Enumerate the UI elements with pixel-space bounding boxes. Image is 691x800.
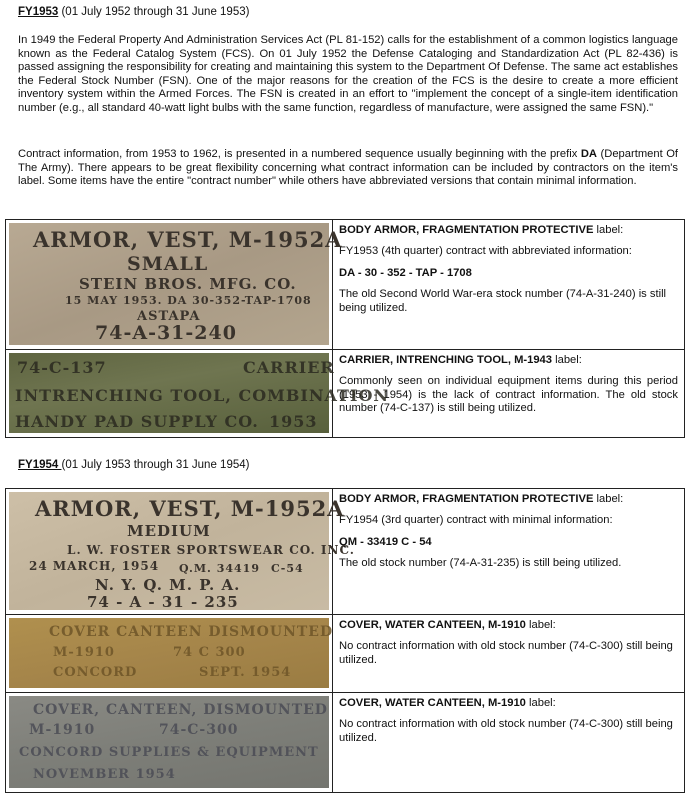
item-title-suffix: label: xyxy=(525,697,556,709)
item-title-line xyxy=(339,697,678,710)
fy1953-paragraph-2 xyxy=(18,148,678,189)
item-note: Commonly seen on individual equipment items during this period (1953 - 1954) is the lack of contract information. The old stock number (74-C-137) is still being utilized. xyxy=(339,375,678,415)
canteen-cover-label-image-1 xyxy=(9,618,334,688)
item-note: FY1954 (3rd quarter) contract with minimal information: xyxy=(339,514,613,527)
label-img-line: 74 - A - 31 - 235 xyxy=(87,593,239,611)
label-img-line: ASTAPA xyxy=(137,309,201,324)
item-title: CARRIER, INTRENCHING TOOL, M-1943 xyxy=(339,354,552,366)
label-img-line: COVER, CANTEEN, DISMOUNTED xyxy=(33,702,328,718)
item-title-line xyxy=(339,224,678,237)
item-title-line xyxy=(339,493,678,506)
label-table-fy1953 xyxy=(5,219,685,438)
label-img-line: CARRIER xyxy=(243,358,335,377)
item-title-suffix: label: xyxy=(593,224,624,236)
contract-number: DA - 30 - 352 - TAP - 1708 xyxy=(339,266,472,279)
section-heading-fy1953 xyxy=(18,6,249,18)
item-note-2: The old stock number (74-A-31-235) is still being utilized. xyxy=(339,557,622,570)
label-image-cell xyxy=(6,220,343,350)
label-img-line: M-1910 xyxy=(53,645,115,660)
label-img-line: CONCORD xyxy=(53,665,138,680)
label-img-line: 74 C 300 xyxy=(173,645,246,660)
label-img-line: INTRENCHING TOOL, COMBINATION xyxy=(15,386,390,405)
label-img-line: 74-C-137 xyxy=(17,358,107,377)
table-row xyxy=(6,693,685,793)
label-table-fy1954 xyxy=(5,488,685,793)
item-title: COVER, WATER CANTEEN, M-1910 xyxy=(339,619,526,631)
intrenching-tool-carrier-label-image xyxy=(9,353,390,433)
item-title: BODY ARMOR, FRAGMENTATION PROTECTIVE xyxy=(339,224,594,236)
label-img-line: 15 MAY 1953. DA 30-352-TAP-1708 xyxy=(65,294,312,307)
section-heading-fy1954 xyxy=(18,459,249,471)
item-title-suffix: label: xyxy=(525,619,556,631)
label-img-line: 24 MARCH, 1954 xyxy=(29,559,160,573)
label-img-line: 74-C-300 xyxy=(159,722,239,738)
fy1954-year: FY1954 xyxy=(18,459,62,471)
fy1953-year: FY1953 xyxy=(18,6,59,18)
label-img-line: ARMOR, VEST, M-1952A xyxy=(35,496,345,521)
label-img-line: COVER CANTEEN DISMOUNTED xyxy=(49,624,334,640)
label-img-line: ARMOR, VEST, M-1952A xyxy=(33,227,343,252)
label-img-line: N. Y. Q. M. P. A. xyxy=(95,576,241,594)
label-image-cell xyxy=(6,615,333,693)
para2-prefix-da: DA xyxy=(580,148,597,160)
item-note: No contract information with old stock number (74-C-300) still being utilized. xyxy=(339,640,673,666)
canteen-cover-label-image-2 xyxy=(9,696,329,788)
label-img-line: SMALL xyxy=(127,253,209,275)
para2-text-a: Contract information, from 1953 to 1962, is presented in a numbered sequence usually beginning with the prefix xyxy=(18,148,581,160)
label-img-line: 74-A-31-240 xyxy=(95,322,237,344)
fy1954-range: (01 July 1953 through 31 June 1954) xyxy=(61,459,250,471)
label-img-line: Q.M. 34419 xyxy=(179,562,260,575)
table-row xyxy=(6,220,685,350)
fy1953-range: (01 July 1952 through 31 June 1953) xyxy=(58,6,250,18)
label-img-line: HANDY PAD SUPPLY CO. xyxy=(15,412,259,431)
label-img-line: L. W. FOSTER SPORTSWEAR CO. INC. xyxy=(67,543,355,557)
label-img-line: 1953 xyxy=(269,412,318,431)
table-row xyxy=(6,350,685,438)
label-img-line: CONCORD SUPPLIES & EQUIPMENT xyxy=(19,745,319,760)
label-description-cell xyxy=(333,615,685,693)
para2-text-c: (Department Of The Army). There appears to be great flexibility concerning what contract information can be included by contractors on the item's label. Some items have the entire "contract number" while others have abbreviated versions that contain minimal information. xyxy=(18,148,679,188)
item-title: COVER, WATER CANTEEN, M-1910 xyxy=(339,697,526,709)
item-title-line xyxy=(339,354,678,367)
label-description-cell xyxy=(333,489,685,615)
table-row xyxy=(6,615,685,693)
label-image-cell xyxy=(6,489,355,615)
label-img-line: SEPT. 1954 xyxy=(199,665,292,680)
label-description-cell xyxy=(333,693,685,793)
item-note-2: The old Second World War-era stock number (74-A-31-240) is still being utilized. xyxy=(339,288,667,314)
item-title: BODY ARMOR, FRAGMENTATION PROTECTIVE xyxy=(339,493,594,505)
contract-number: QM - 33419 C - 54 xyxy=(339,535,432,548)
label-image-cell xyxy=(6,350,390,438)
label-img-line: MEDIUM xyxy=(127,522,211,540)
body-armor-small-label-image xyxy=(9,223,343,345)
item-note: No contract information with old stock number (74-C-300) still being utilized. xyxy=(339,718,673,744)
body-armor-medium-label-image xyxy=(9,492,355,611)
label-img-line: M-1910 xyxy=(29,722,96,738)
item-title-line xyxy=(339,619,678,632)
item-title-suffix: label: xyxy=(552,354,582,366)
item-note: FY1953 (4th quarter) contract with abbreviated information: xyxy=(339,245,632,258)
label-img-line: NOVEMBER 1954 xyxy=(33,767,176,782)
item-title-suffix: label: xyxy=(593,493,624,505)
fy1953-paragraph-1: In 1949 the Federal Property And Administration Services Act (PL 81-152) calls for the establishment of a common logistics language known as the Federal Catalog System (FCS). On 01 July 1952 the Defense Cataloging and Standardization Act (PL 82-436) is passed assigning the responsibility for creating and maintaining this system to the Department Of Defense. The same act establishes the Federal Stock Number (FSN). One of the major reasons for the creation of the FCS is the desire to create a more efficient inventory system within the Armed Forces. The FSN is created in an effort to "implement the concept of a single-item identification number (e.g., all standard 40-watt light bulbs with the same function, regardless of manufacture, were assigned the same FSN)." xyxy=(18,34,678,114)
label-image-cell xyxy=(6,693,333,793)
table-row xyxy=(6,489,685,615)
label-description-cell xyxy=(333,220,685,350)
label-img-line: STEIN BROS. MFG. CO. xyxy=(79,275,297,293)
label-img-line: C-54 xyxy=(271,562,304,575)
